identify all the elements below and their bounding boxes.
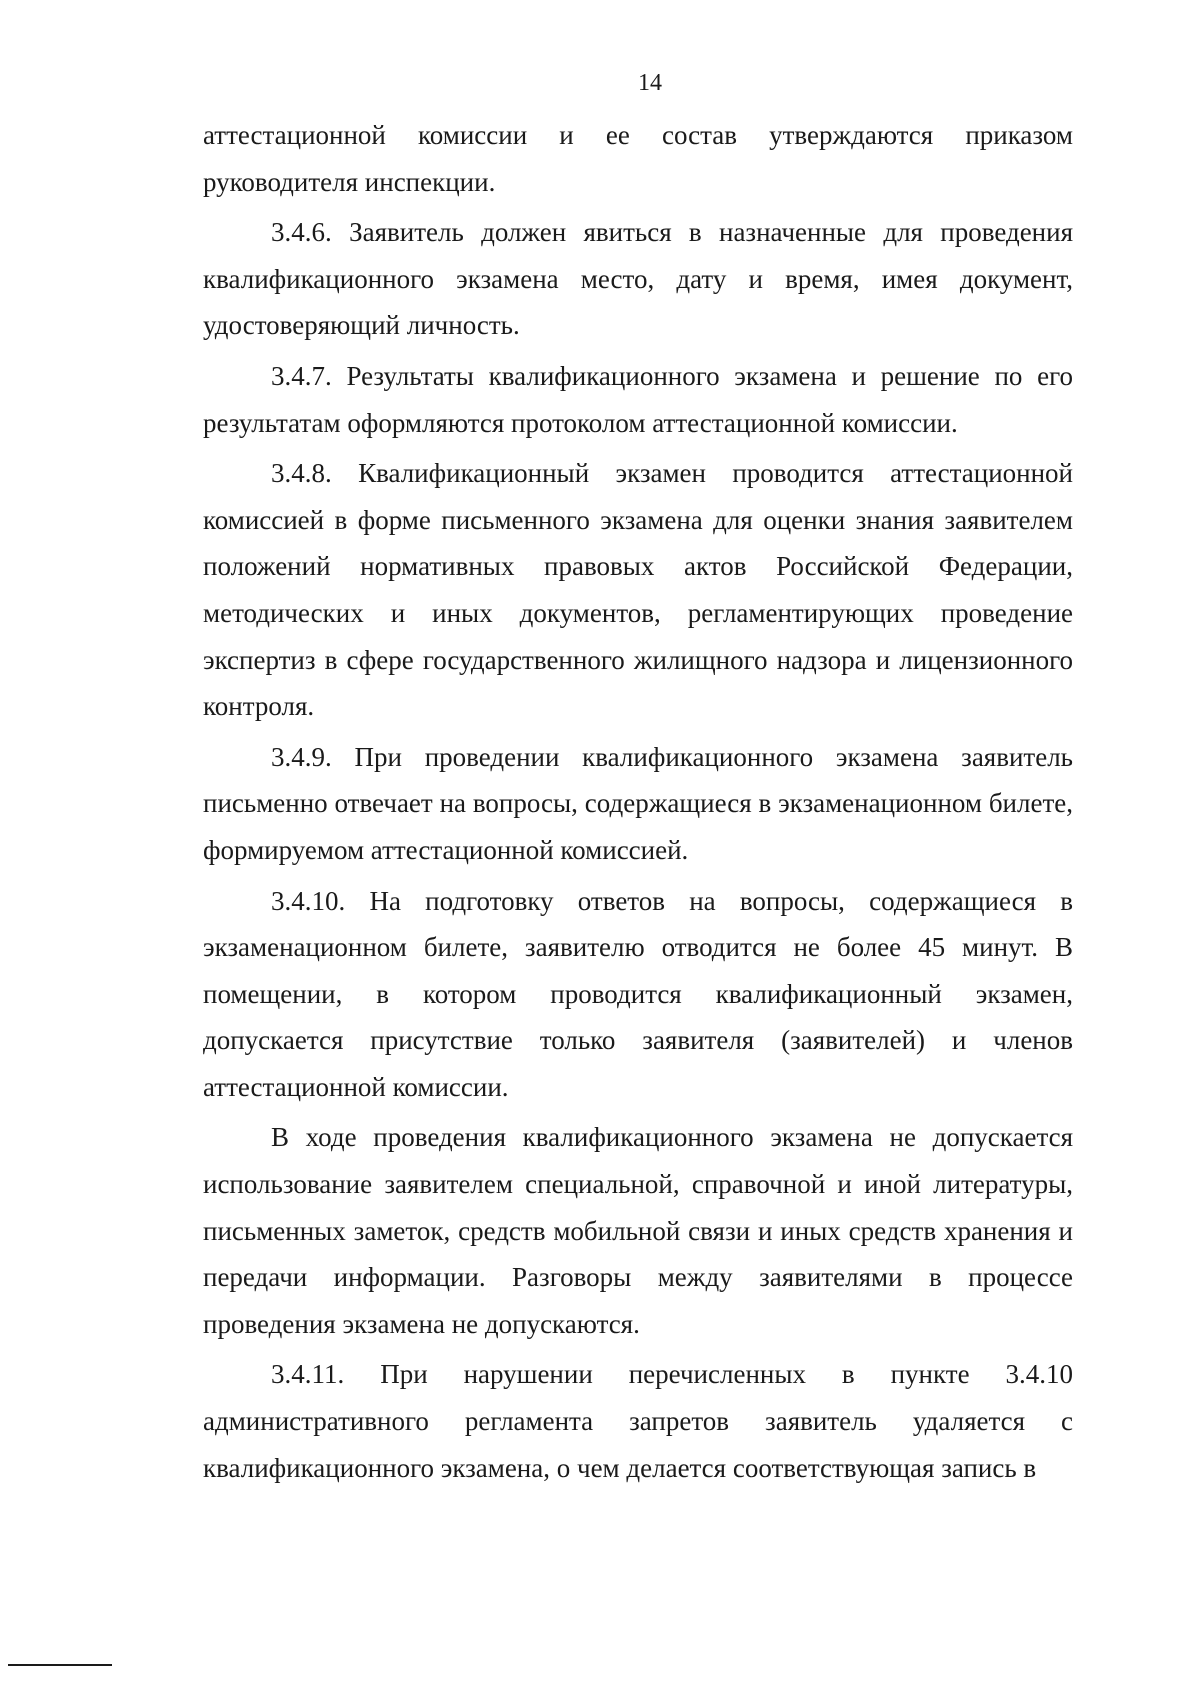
paragraph-3-4-6: 3.4.6. Заявитель должен явиться в назначенные для проведения квалификационного экзамена место, дату и время, имея документ, удостоверяющий личность. [203,217,1073,341]
paragraph-3-4-10: 3.4.10. На подготовку ответов на вопросы, содержащиеся в экзаменационном билете, заявителю отводится не более 45 минут. В помещении, в котором проводится квалификационный экзамен, допускается присутствие только заявителя (заявителей) и членов аттестационной комиссии. [203,885,1073,1102]
scan-edge-line [8,1664,112,1666]
paragraph-3-4-7: 3.4.7. Результаты квалификационного экзамена и решение по его результатам оформляются протоколом аттестационной комиссии. [203,360,1073,438]
paragraph-3-4-8: 3.4.8. Квалификационный экзамен проводится аттестационной комиссией в форме письменного экзамена для оценки знания заявителем положений нормативных правовых актов Российской Федерации, методических и иных документов, регламентирующих проведение экспертиз в сфере государственного жилищного надзора и лицензионного контроля. [203,458,1073,722]
paragraph-3-4-9: 3.4.9. При проведении квалификационного экзамена заявитель письменно отвечает на вопросы, содержащиеся в экзаменационном билете, формируемом аттестационной комиссией. [203,741,1073,865]
paragraph-3-4-11: 3.4.11. При нарушении перечисленных в пункте 3.4.10 административного регламента запретов заявитель удаляется с квалификационного экзамена, о чем делается соответствующая запись в [203,1359,1073,1483]
paragraph-continuation: аттестационной комиссии и ее состав утверждаются приказом руководителя инспекции. [203,120,1073,197]
paragraph-exam-rules: В ходе проведения квалификационного экзамена не допускается использование заявителем специальной, справочной и иной литературы, письменных заметок, средств мобильной связи и иных средств хранения и передачи информации. Разговоры между заявителями в процессе проведения экзамена не допускаются. [203,1122,1073,1339]
page-number: 14 [638,70,662,96]
document-body [203,112,1073,1491]
